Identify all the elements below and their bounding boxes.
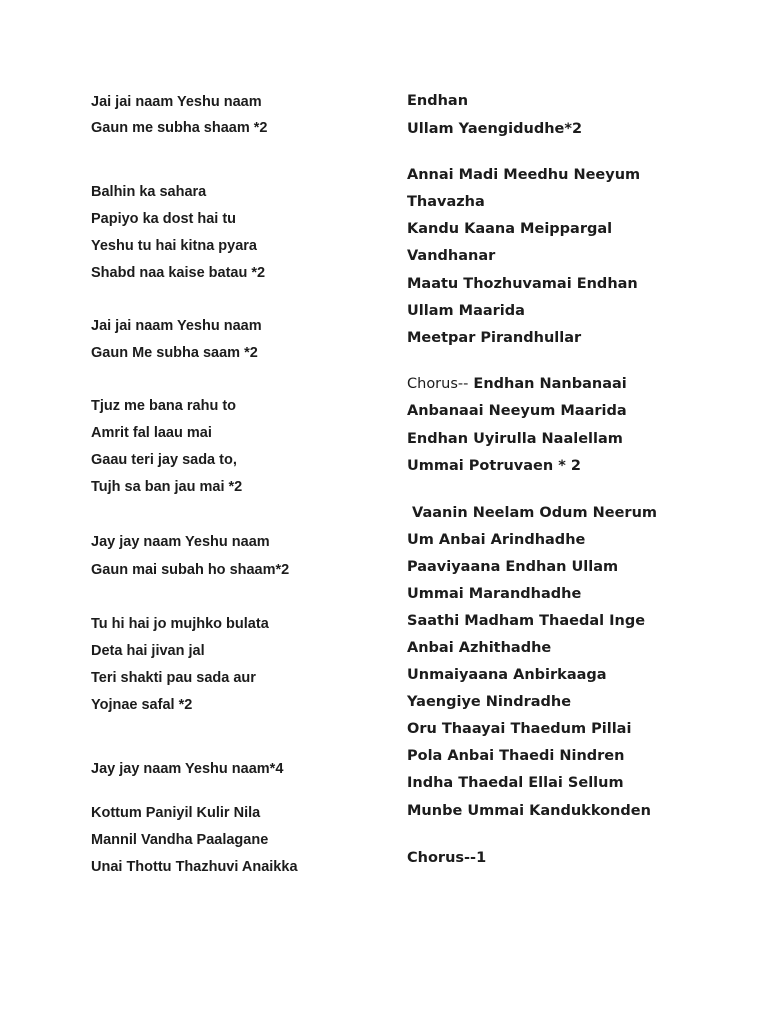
lyric-line: Ummai Marandhadhe: [407, 586, 582, 602]
lyric-line: Yojnae safal *2: [91, 697, 193, 713]
chorus-first-line: Endhan Nanbanaai: [473, 376, 627, 392]
lyric-line: Yeshu tu hai kitna pyara: [91, 238, 257, 254]
lyric-line: Meetpar Pirandhullar: [407, 330, 582, 346]
lyric-line: Oru Thaayai Thaedum Pillai: [407, 721, 632, 737]
lyric-line: Tu hi hai jo mujhko bulata: [91, 616, 269, 632]
lyric-line: Tujh sa ban jau mai *2: [91, 479, 243, 495]
lyric-line: Vaanin Neelam Odum Neerum: [407, 505, 657, 521]
lyric-line: Gaun Me subha saam *2: [91, 345, 258, 361]
lyric-line: Unmaiyaana Anbirkaaga: [407, 667, 607, 683]
lyric-line: Balhin ka sahara: [91, 184, 207, 200]
lyric-line: Jay jay naam Yeshu naam*4: [91, 761, 284, 777]
lyric-line: Endhan: [407, 93, 469, 109]
lyric-line: Ullam Maarida: [407, 303, 525, 319]
lyric-line: Tjuz me bana rahu to: [91, 398, 237, 414]
lyric-line: Teri shakti pau sada aur: [91, 670, 256, 686]
lyric-line: Endhan Uyirulla Naalellam: [407, 431, 623, 447]
lyric-line: Pola Anbai Thaedi Nindren: [407, 748, 625, 764]
lyric-line: Ummai Potruvaen * 2: [407, 458, 581, 474]
lyric-line: Gaun mai subah ho shaam*2: [91, 562, 290, 578]
lyric-line: Anbanaai Neeyum Maarida: [407, 403, 627, 419]
lyric-line: Mannil Vandha Paalagane: [91, 832, 269, 848]
lyric-line: Kottum Paniyil Kulir Nila: [91, 805, 261, 821]
lyric-line: Um Anbai Arindhadhe: [407, 532, 586, 548]
lyric-line: Papiyo ka dost hai tu: [91, 211, 237, 227]
chorus-line: [407, 374, 627, 394]
lyric-line: Indha Thaedal Ellai Sellum: [407, 775, 624, 791]
lyric-line: Maatu Thozhuvamai Endhan: [407, 276, 638, 292]
lyric-line: Ullam Yaengidudhe*2: [407, 121, 583, 137]
lyric-line: Anbai Azhithadhe: [407, 640, 552, 656]
lyric-line: Munbe Ummai Kandukkonden: [407, 803, 651, 819]
lyric-line: Annai Madi Meedhu Neeyum: [407, 167, 641, 183]
lyric-line: Yaengiye Nindradhe: [407, 694, 572, 710]
lyric-line: Shabd naa kaise batau *2: [91, 265, 266, 281]
lyric-line: Jay jay naam Yeshu naam: [91, 534, 270, 550]
lyric-line: Vandhanar: [407, 248, 496, 264]
lyric-line: Thavazha: [407, 194, 485, 210]
lyric-line: Gaun me subha shaam *2: [91, 120, 268, 136]
lyric-line: Jai jai naam Yeshu naam: [91, 318, 262, 334]
lyric-line: Jai jai naam Yeshu naam: [91, 94, 262, 110]
lyric-line: Gaau teri jay sada to,: [91, 452, 237, 468]
lyric-line: Saathi Madham Thaedal Inge: [407, 613, 646, 629]
lyric-line: Amrit fal laau mai: [91, 425, 212, 441]
lyric-line: Kandu Kaana Meippargal: [407, 221, 613, 237]
lyric-line: Deta hai jivan jal: [91, 643, 205, 659]
chorus-label: Chorus--: [407, 376, 469, 392]
chorus-repeat-label: Chorus--1: [407, 850, 487, 866]
lyric-line: Unai Thottu Thazhuvi Anaikka: [91, 859, 298, 875]
lyric-line: Paaviyaana Endhan Ullam: [407, 559, 619, 575]
